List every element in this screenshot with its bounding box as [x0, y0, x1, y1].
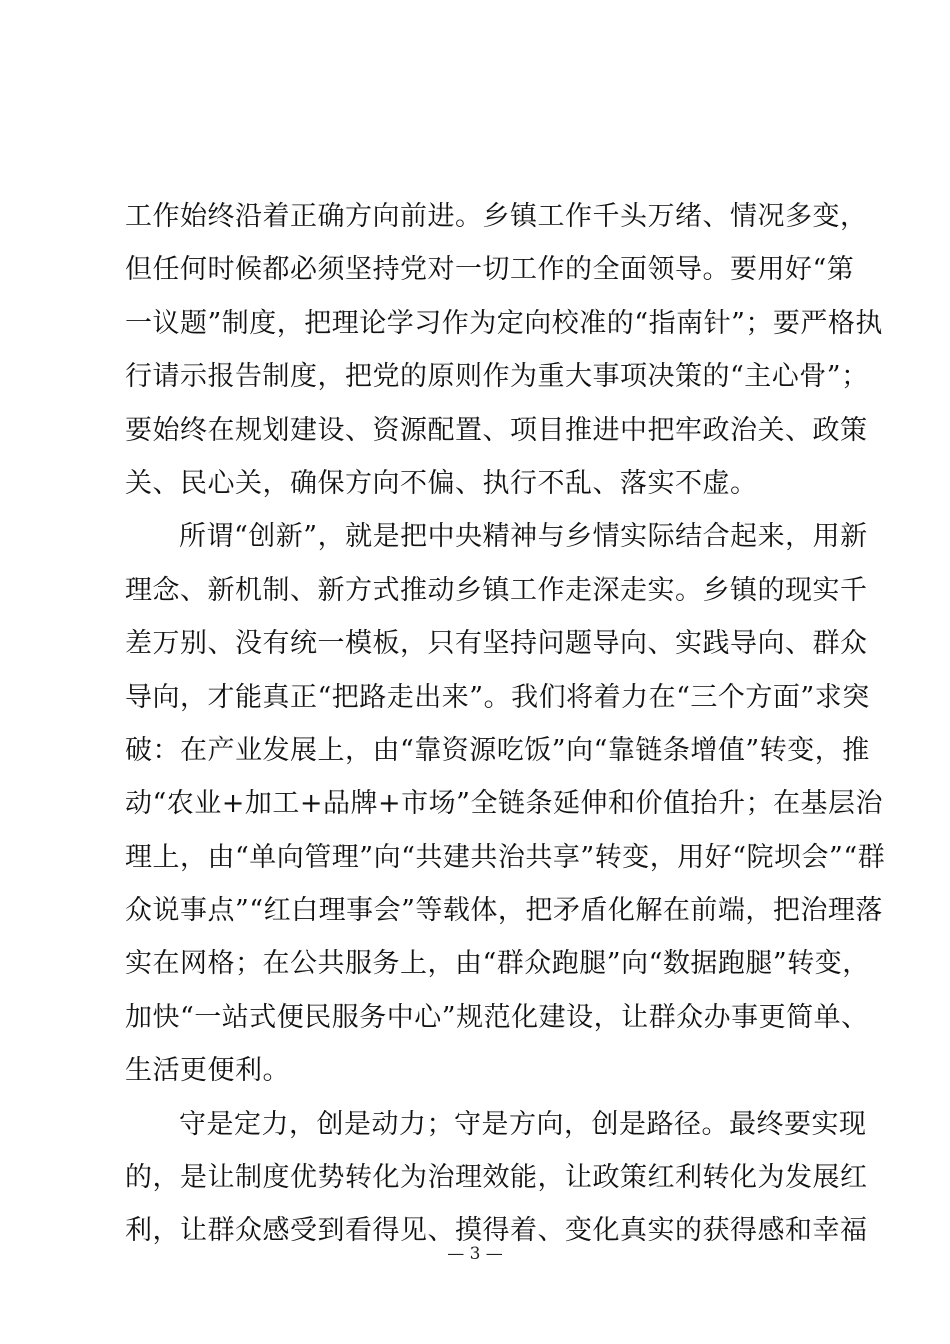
text-line: 要始终在规划建设、资源配置、项目推进中把牢政治关、政策	[125, 414, 868, 446]
page-number: — 3 —	[447, 1244, 503, 1264]
text-line: 动“农业+加工+品牌+市场”全链条延伸和价值抬升；在基层治	[125, 788, 883, 820]
paragraph-3	[125, 1098, 868, 1258]
text-line: 利，让群众感受到看得见、摸得着、变化真实的获得感和幸福	[125, 1215, 868, 1247]
text-line: 理上，由“单向管理”向“共建共治共享”转变，用好“院坝会”“群	[125, 841, 886, 873]
body-text	[125, 190, 886, 1258]
text-line: 理念、新机制、新方式推动乡镇工作走深走实。乡镇的现实千	[125, 574, 868, 606]
text-line: 众说事点”“红白理事会”等载体，把矛盾化解在前端，把治理落	[125, 895, 883, 927]
text-line: 破：在产业发展上，由“靠资源吃饭”向“靠链条增值”转变，推	[125, 734, 870, 766]
paragraph-1	[125, 190, 883, 510]
text-line: 关、民心关，确保方向不偏、执行不乱、落实不虚。	[125, 467, 758, 499]
text-line: 所谓“创新”，就是把中央精神与乡情实际结合起来，用新	[179, 521, 868, 553]
text-line: 守是定力，创是动力；守是方向，创是路径。最终要实现	[179, 1108, 867, 1140]
text-line: 生活更便利。	[125, 1055, 290, 1087]
text-line: 实在网格；在公共服务上，由“群众跑腿”向“数据跑腿”转变，	[125, 948, 870, 980]
text-line: 工作始终沿着正确方向前进。乡镇工作千头万绪、情况多变，	[125, 201, 868, 232]
text-line: 一议题”制度，把理论学习作为定向校准的“指南针”；要严格执	[125, 307, 883, 339]
text-line: 但任何时候都必须坚持党对一切工作的全面领导。要用好“第	[125, 254, 855, 286]
text-line: 导向，才能真正“把路走出来”。我们将着力在“三个方面”求突	[125, 681, 870, 713]
text-line: 的，是让制度优势转化为治理效能，让政策红利转化为发展红	[125, 1162, 868, 1194]
text-line: 加快“一站式便民服务中心”规范化建设，让群众办事更简单、	[125, 1001, 869, 1033]
text-line: 行请示报告制度，把党的原则作为重大事项决策的“主心骨”；	[125, 361, 869, 393]
text-line: 差万别、没有统一模板，只有坚持问题导向、实践导向、群众	[125, 628, 868, 660]
paragraph-2	[125, 510, 886, 1097]
